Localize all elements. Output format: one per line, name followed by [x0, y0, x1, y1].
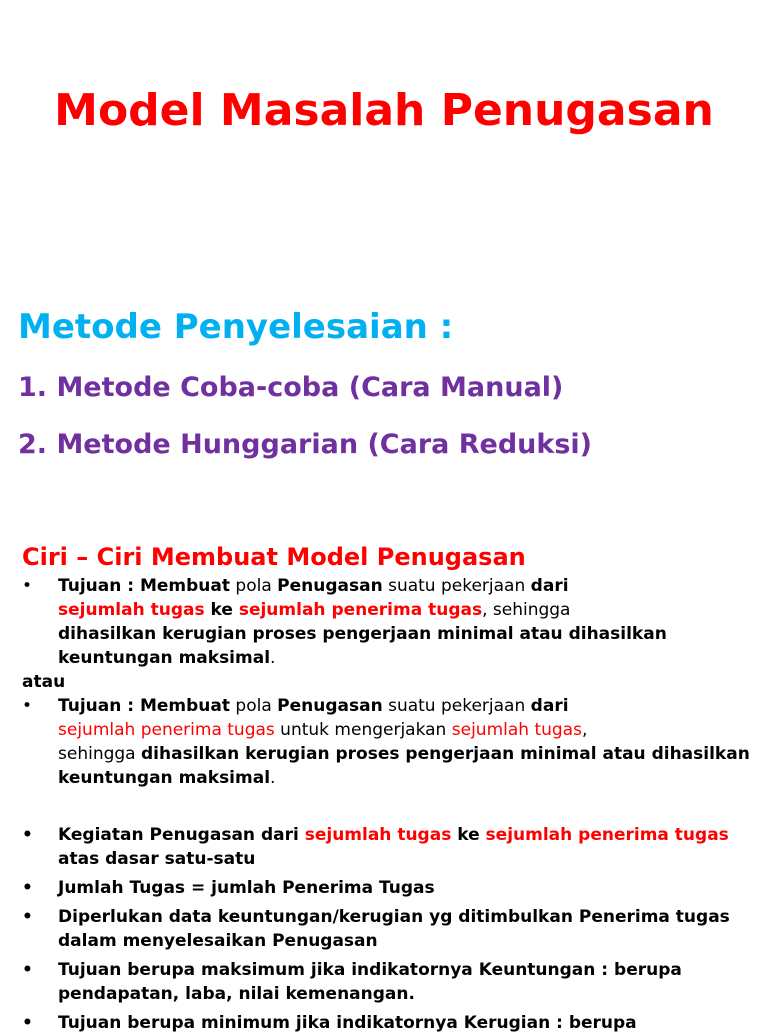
highlight-text: sejumlah tugas	[58, 600, 205, 620]
item-text: Tujuan berupa minimum jika indikatornya Kerugian : berupa	[58, 1013, 637, 1033]
bullet-icon: •	[22, 878, 33, 898]
goal-text: sehingga	[58, 744, 141, 764]
goal-text: ,	[581, 720, 588, 740]
bullet-icon: •	[22, 825, 33, 845]
list-item-activity	[22, 823, 752, 871]
item-text: atas dasar satu-satu	[58, 849, 256, 869]
goal-text: dihasilkan kerugian proses pengerjaan minimal atau dihasilkan keuntungan maksimal	[58, 744, 750, 788]
goal-text: ke	[204, 600, 239, 620]
item-text: Diperlukan data keuntungan/kerugian yg ditimbulkan Penerima tugas dalam menyelesaikan Penugasan	[58, 907, 730, 951]
bullet-icon: •	[22, 576, 33, 596]
bullet-icon: •	[22, 907, 33, 927]
list-item-maximum	[22, 958, 752, 1006]
bullet-icon: •	[22, 1013, 33, 1033]
methods-heading: Metode Penyelesaian :	[18, 307, 454, 347]
bullet-icon: •	[22, 696, 33, 716]
highlight-text: sejumlah penerima tugas	[238, 600, 483, 620]
item-text: ke	[451, 825, 486, 845]
goal-text: untuk mengerjakan	[274, 720, 452, 740]
goal-text: dihasilkan kerugian proses pengerjaan minimal atau dihasilkan keuntungan maksimal	[58, 624, 667, 668]
item-text: Jumlah Tugas = jumlah Penerima Tugas	[58, 878, 435, 898]
characteristics-section	[22, 540, 752, 1035]
or-separator: atau	[22, 672, 66, 692]
goal-text: dari	[530, 696, 569, 716]
goal-text: Penugasan	[277, 696, 383, 716]
goal-text: pola	[230, 576, 278, 596]
goal-text: .	[270, 768, 276, 788]
slide-title: Model Masalah Penugasan	[54, 85, 714, 136]
goal-text: dari	[530, 576, 569, 596]
item-text: Tujuan berupa maksimum jika indikatornya Keuntungan : berupa pendapatan, laba, nilai kemenangan.	[58, 960, 682, 1004]
list-item-count	[22, 876, 752, 900]
bullet-icon: •	[22, 960, 33, 980]
highlight-text: sejumlah penerima tugas	[485, 825, 729, 845]
goal-bullet-2	[22, 694, 752, 790]
goal-text: Tujuan : Membuat	[58, 576, 231, 596]
highlight-text: sejumlah tugas	[304, 825, 452, 845]
list-item-data	[22, 905, 752, 953]
characteristics-heading: Ciri – Ciri Membuat Model Penugasan	[22, 543, 526, 571]
goal-text: , sehingga	[482, 600, 571, 620]
highlight-text: sejumlah tugas	[451, 720, 582, 740]
goal-text: Penugasan	[277, 576, 383, 596]
list-item-minimum	[22, 1011, 752, 1035]
goal-text: .	[270, 648, 276, 668]
goal-text: suatu pekerjaan	[382, 696, 531, 716]
goal-text: Tujuan : Membuat	[58, 696, 231, 716]
goal-text: suatu pekerjaan	[382, 576, 531, 596]
item-text: Kegiatan Penugasan dari	[58, 825, 305, 845]
highlight-text: sejumlah penerima tugas	[58, 720, 275, 740]
method-item-2: 2. Metode Hunggarian (Cara Reduksi)	[18, 429, 593, 460]
goal-bullet-1	[22, 574, 752, 670]
method-item-1: 1. Metode Coba-coba (Cara Manual)	[18, 372, 564, 403]
goal-text: pola	[230, 696, 278, 716]
